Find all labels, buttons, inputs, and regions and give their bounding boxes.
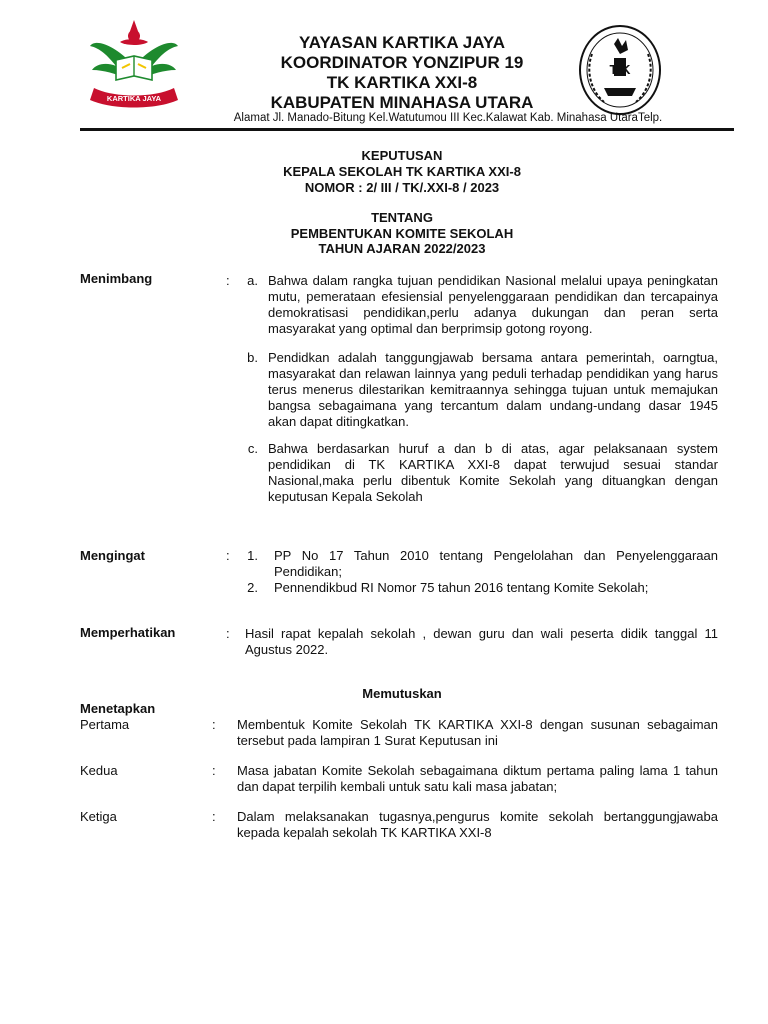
about-year: TAHUN AJARAN 2022/2023 [318, 241, 486, 256]
about-subject: PEMBENTUKAN KOMITE SEKOLAH [290, 226, 514, 241]
menetapkan-kedua-text: Masa jabatan Komite Sekolah sebagaimana diktum pertama paling lama 1 tahun dan dapat terpilih kembali untuk satu kali masa jabatan; [237, 763, 718, 794]
menimbang-marker-a: a. [247, 273, 258, 288]
mengingat-item-1: PP No 17 Tahun 2010 tentang Pengelolahan dan Penyelenggaraan Pendidikan; [274, 548, 718, 579]
menetapkan-kedua-colon: : [212, 763, 216, 778]
menetapkan-label: Menetapkan [80, 701, 156, 716]
letterhead-divider [80, 128, 734, 131]
menetapkan-pertama-label: Pertama [80, 717, 130, 732]
menimbang-marker-c: c. [247, 441, 258, 456]
menetapkan-pertama-text: Membentuk Komite Sekolah TK KARTIKA XXI-8 dengan susunan sebagaiman tersebut pada lampiran 1 Surat Keputusan ini [237, 717, 718, 748]
memutuskan-heading: Memutuskan [362, 686, 442, 701]
decree-issuer: KEPALA SEKOLAH TK KARTIKA XXI-8 [283, 164, 521, 179]
menimbang-label: Menimbang [80, 271, 153, 286]
org-address: Alamat Jl. Manado-Bitung Kel.Watutumou III Kec.Kalawat Kab. Minahasa UtaraTelp. [233, 112, 663, 124]
menetapkan-kedua-label: Kedua [80, 763, 118, 778]
decree-heading: KEPUTUSAN [361, 148, 443, 163]
menimbang-colon: : [226, 273, 230, 288]
logo-right-caption: T K [609, 62, 631, 77]
kartika-jaya-logo [86, 16, 182, 112]
menetapkan-pertama-colon: : [212, 717, 216, 732]
memperhatikan-text: Hasil rapat kepalah sekolah , dewan guru dan wali peserta didik tanggal 11 Agustus 2022. [245, 626, 718, 657]
menetapkan-ketiga-label: Ketiga [80, 809, 117, 824]
org-name-line-4: KABUPATEN MINAHASA UTARA [270, 93, 534, 112]
org-name-line-1: YAYASAN KARTIKA JAYA [299, 33, 505, 52]
decree-number: NOMOR : 2/ III / TK/.XXI-8 / 2023 [304, 180, 500, 195]
mengingat-item-2: Pennendikbud RI Nomor 75 tahun 2016 tentang Komite Sekolah; [274, 580, 649, 595]
memperhatikan-label: Memperhatikan [80, 625, 176, 640]
menimbang-marker-b: b. [247, 350, 258, 365]
menetapkan-ketiga-text: Dalam melaksanakan tugasnya,pengurus komite sekolah bertanggungjawaba kepada kepalah sekolah TK KARTIKA XXI-8 [237, 809, 718, 840]
logo-left-caption: KARTIKA JAYA [106, 94, 162, 103]
mengingat-marker-2: 2. [247, 580, 258, 595]
memperhatikan-colon: : [226, 626, 230, 641]
menetapkan-ketiga-colon: : [212, 809, 216, 824]
menimbang-item-c: Bahwa berdasarkan huruf a dan b di atas, agar pelaksanaan system pendidikan di TK KARTIKA XXI-8 dapat terwujud sesuai standar Nasional,maka perlu dibentuk Komite Sekolah yang dituangkan dengan keputusan Kepala Sekolah [268, 441, 718, 504]
mengingat-label: Mengingat [80, 548, 145, 563]
about-heading: TENTANG [371, 210, 433, 225]
menimbang-item-a: Bahwa dalam rangka tujuan pendidikan Nasional melalui upaya peningkatan mutu, pemerataan efesiensial penyelenggaraan pendidikan dan tercapainya demokratisasi pendidikan,perlu adanya dukungan dan peran serta masyarakat yang optimal dan berprimsip gotong royong. [268, 273, 718, 336]
mengingat-marker-1: 1. [247, 548, 258, 563]
mengingat-colon: : [226, 548, 230, 563]
menimbang-item-b: Pendidkan adalah tanggungjawab bersama antara pemerintah, oarngtua, masyarakat dan relawan lainnya yang peduli terhadap pendidikan yang harus terus menerus dilestarikan kemitraannya sehingga tujuan untuk memajukan bangsa sebagaimana yang tercantum dalam undang-undang dasar 1945 akan dapat ditingkatkan. [268, 350, 718, 429]
org-name-line-3: TK KARTIKA XXI-8 [326, 73, 478, 92]
org-name-line-2: KOORDINATOR YONZIPUR 19 [280, 53, 524, 72]
